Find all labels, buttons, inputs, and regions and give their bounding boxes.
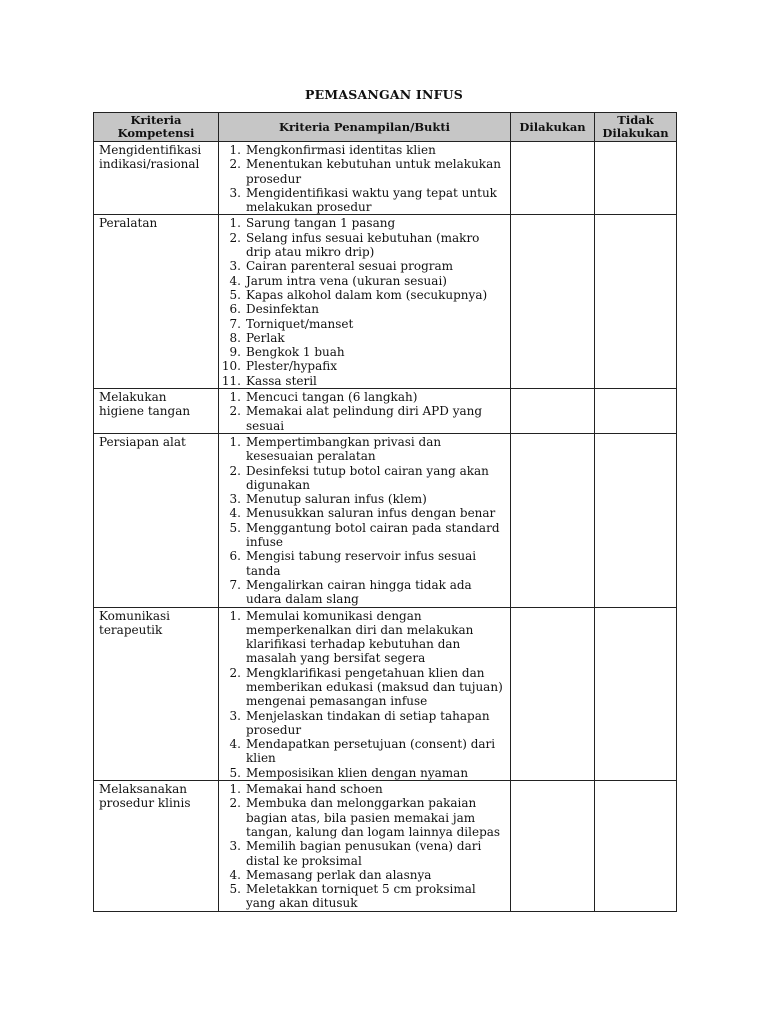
criteria-list [219,782,506,911]
criteria-list-item [219,766,506,780]
performance-criteria-cell [219,389,511,434]
dilakukan-checkbox-cell[interactable] [511,142,595,215]
item-text: Memilih bagian penusukan (vena) dari distal ke proksimal [246,839,482,868]
tidak-dilakukan-checkbox-cell[interactable] [595,389,677,434]
header-row [94,113,677,142]
item-text: Memakai alat pelindung diri APD yang sesuai [246,404,483,433]
header-tidak-dilakukan: Tidak Dilakukan [595,113,677,142]
dilakukan-checkbox-cell[interactable] [511,781,595,912]
criterion-cell: Persiapan alat [94,433,219,607]
criteria-list-item [219,464,506,493]
item-number: 4. [229,273,241,288]
table-row [94,433,677,607]
item-text: Menjelaskan tindakan di setiap tahapan prosedur [246,708,490,737]
item-number: 3. [229,708,241,723]
item-text: Plester/hypafix [246,359,337,374]
dilakukan-checkbox-cell[interactable] [511,433,595,607]
item-text: Mengidentifikasi waktu yang tepat untuk melakukan prosedur [246,185,497,215]
criteria-list-item [219,259,506,273]
item-text: Sarung tangan 1 pasang [246,216,396,231]
item-text: Mengalirkan cairan hingga tidak ada udara dalam slang [246,577,472,607]
item-text: Bengkok 1 buah [246,345,345,360]
criterion-cell: Mengidentifikasi indikasi/rasional [94,142,219,215]
criteria-list-item [219,435,506,464]
dilakukan-checkbox-cell[interactable] [511,215,595,389]
criteria-list-item [219,317,506,331]
criteria-list-item [219,374,506,388]
criteria-list-item [219,231,506,260]
performance-criteria-cell [219,215,511,389]
item-text: Mengklarifikasi pengetahuan klien dan memberikan edukasi (maksud dan tujuan) mengenai pemasangan infuse [246,665,503,709]
item-text: Kapas alkohol dalam kom (secukupnya) [246,287,488,302]
item-text: Menutup saluran infus (klem) [246,492,427,507]
dilakukan-checkbox-cell[interactable] [511,389,595,434]
criteria-list [219,143,506,214]
header-kriteria-penampilan: Kriteria Penampilan/Bukti [219,113,511,142]
item-text: Meletakkan torniquet 5 cm proksimal yang akan ditusuk [246,882,476,911]
criteria-list-item [219,345,506,359]
criteria-list-item [219,331,506,345]
item-number: 8. [229,330,241,345]
item-text: Memakai hand schoen [246,782,383,797]
item-text: Torniquet/manset [246,316,354,331]
item-text: Mendapatkan persetujuan (consent) dari klien [246,737,496,766]
item-text: Menusukkan saluran infus dengan benar [246,506,496,521]
criteria-list [219,390,506,433]
criteria-list [219,435,506,607]
item-number: 2. [229,665,241,680]
item-number: 11. [221,373,241,388]
criteria-list-item [219,390,506,404]
criteria-list-item [219,506,506,520]
item-text: Mengkonfirmasi identitas klien [246,143,436,157]
criteria-list-item [219,839,506,868]
criteria-list-item [219,359,506,373]
item-number: 3. [229,259,241,274]
dilakukan-checkbox-cell[interactable] [511,607,595,781]
item-text: Desinfektan [246,302,319,317]
item-number: 5. [229,287,241,302]
item-text: Perlak [246,330,285,345]
criteria-list-item [219,492,506,506]
criteria-list-item [219,404,506,433]
item-text: Menggantung botol cairan pada standard infuse [246,520,500,550]
criteria-list-item [219,782,506,796]
item-number: 10. [221,359,241,374]
criteria-list-item [219,868,506,882]
item-number: 2. [229,796,241,811]
performance-criteria-cell [219,781,511,912]
criterion-cell: Melaksanakan prosedur klinis [94,781,219,912]
item-number: 6. [229,549,241,564]
item-number: 2. [229,230,241,245]
item-number: 6. [229,302,241,317]
header-dilakukan: Dilakukan [511,113,595,142]
item-number: 3. [229,185,241,200]
tidak-dilakukan-checkbox-cell[interactable] [595,142,677,215]
item-number: 4. [229,737,241,752]
tidak-dilakukan-checkbox-cell[interactable] [595,607,677,781]
tidak-dilakukan-checkbox-cell[interactable] [595,781,677,912]
item-number: 3. [229,492,241,507]
item-number: 7. [229,577,241,592]
item-number: 5. [229,520,241,535]
criteria-list-item [219,549,506,578]
item-text: Membuka dan melonggarkan pakaian bagian atas, bila pasien memakai jam tangan, kalung dan logam lainnya dilepas [246,796,501,839]
table-row [94,607,677,781]
criteria-list-item [219,578,506,607]
item-number: 2. [229,157,241,172]
item-text: Desinfeksi tutup botol cairan yang akan digunakan [246,463,489,492]
header-kriteria-kompetensi: Kriteria Kompetensi [94,113,219,142]
criteria-list-item [219,157,506,186]
criteria-list-item [219,609,506,666]
item-text: Mempertimbangkan privasi dan kesesuaian peralatan [246,434,442,464]
criteria-list-item [219,288,506,302]
criteria-list-item [219,737,506,766]
item-number: 2. [229,463,241,478]
criteria-list-item [219,143,506,157]
table-body [94,142,677,912]
item-text: Memasang perlak dan alasnya [246,867,432,882]
tidak-dilakukan-checkbox-cell[interactable] [595,433,677,607]
performance-criteria-cell [219,607,511,781]
page-title: PEMASANGAN INFUS [304,87,464,102]
tidak-dilakukan-checkbox-cell[interactable] [595,215,677,389]
performance-criteria-cell [219,433,511,607]
criteria-list-item [219,274,506,288]
item-text: Kassa steril [246,373,317,388]
item-number: 1. [229,216,241,231]
performance-criteria-cell [219,142,511,215]
table-row [94,389,677,434]
item-number: 4. [229,506,241,521]
item-number: 5. [229,765,241,780]
criteria-list-item [219,882,506,911]
criteria-list [219,609,506,781]
competency-checklist-table [93,112,677,912]
criteria-list-item [219,186,506,215]
item-text: Jarum intra vena (ukuran sesuai) [246,273,447,288]
item-number: 1. [229,434,241,449]
item-number: 9. [229,345,241,360]
criteria-list-item [219,216,506,230]
criteria-list-item [219,521,506,550]
criterion-cell: Peralatan [94,215,219,389]
table-row [94,142,677,215]
criteria-list-item [219,709,506,738]
item-number: 2. [229,404,241,419]
item-number: 1. [229,390,241,405]
criteria-list-item [219,666,506,709]
item-text: Mencuci tangan (6 langkah) [246,390,418,405]
criteria-list [219,216,506,388]
item-text: Memposisikan klien dengan nyaman [246,765,469,780]
item-number: 5. [229,882,241,897]
criteria-list-item [219,796,506,839]
criteria-list-item [219,302,506,316]
item-text: Menentukan kebutuhan untuk melakukan prosedur [246,157,501,186]
item-number: 3. [229,839,241,854]
item-text: Mengisi tabung reservoir infus sesuai tanda [246,549,477,578]
item-text: Cairan parenteral sesuai program [246,259,454,274]
criterion-cell: Melakukan higiene tangan [94,389,219,434]
table-row [94,781,677,912]
item-number: 1. [229,782,241,797]
item-number: 4. [229,867,241,882]
item-number: 1. [229,608,241,623]
criterion-cell: Komunikasi terapeutik [94,607,219,781]
item-text: Memulai komunikasi dengan memperkenalkan diri dan melakukan klarifikasi terhadap kebutuhan dan masalah yang bersifat segera [246,608,474,666]
item-number: 1. [229,143,241,157]
item-text: Selang infus sesuai kebutuhan (makro drip atau mikro drip) [246,230,480,260]
item-number: 7. [229,316,241,331]
table-row [94,215,677,389]
